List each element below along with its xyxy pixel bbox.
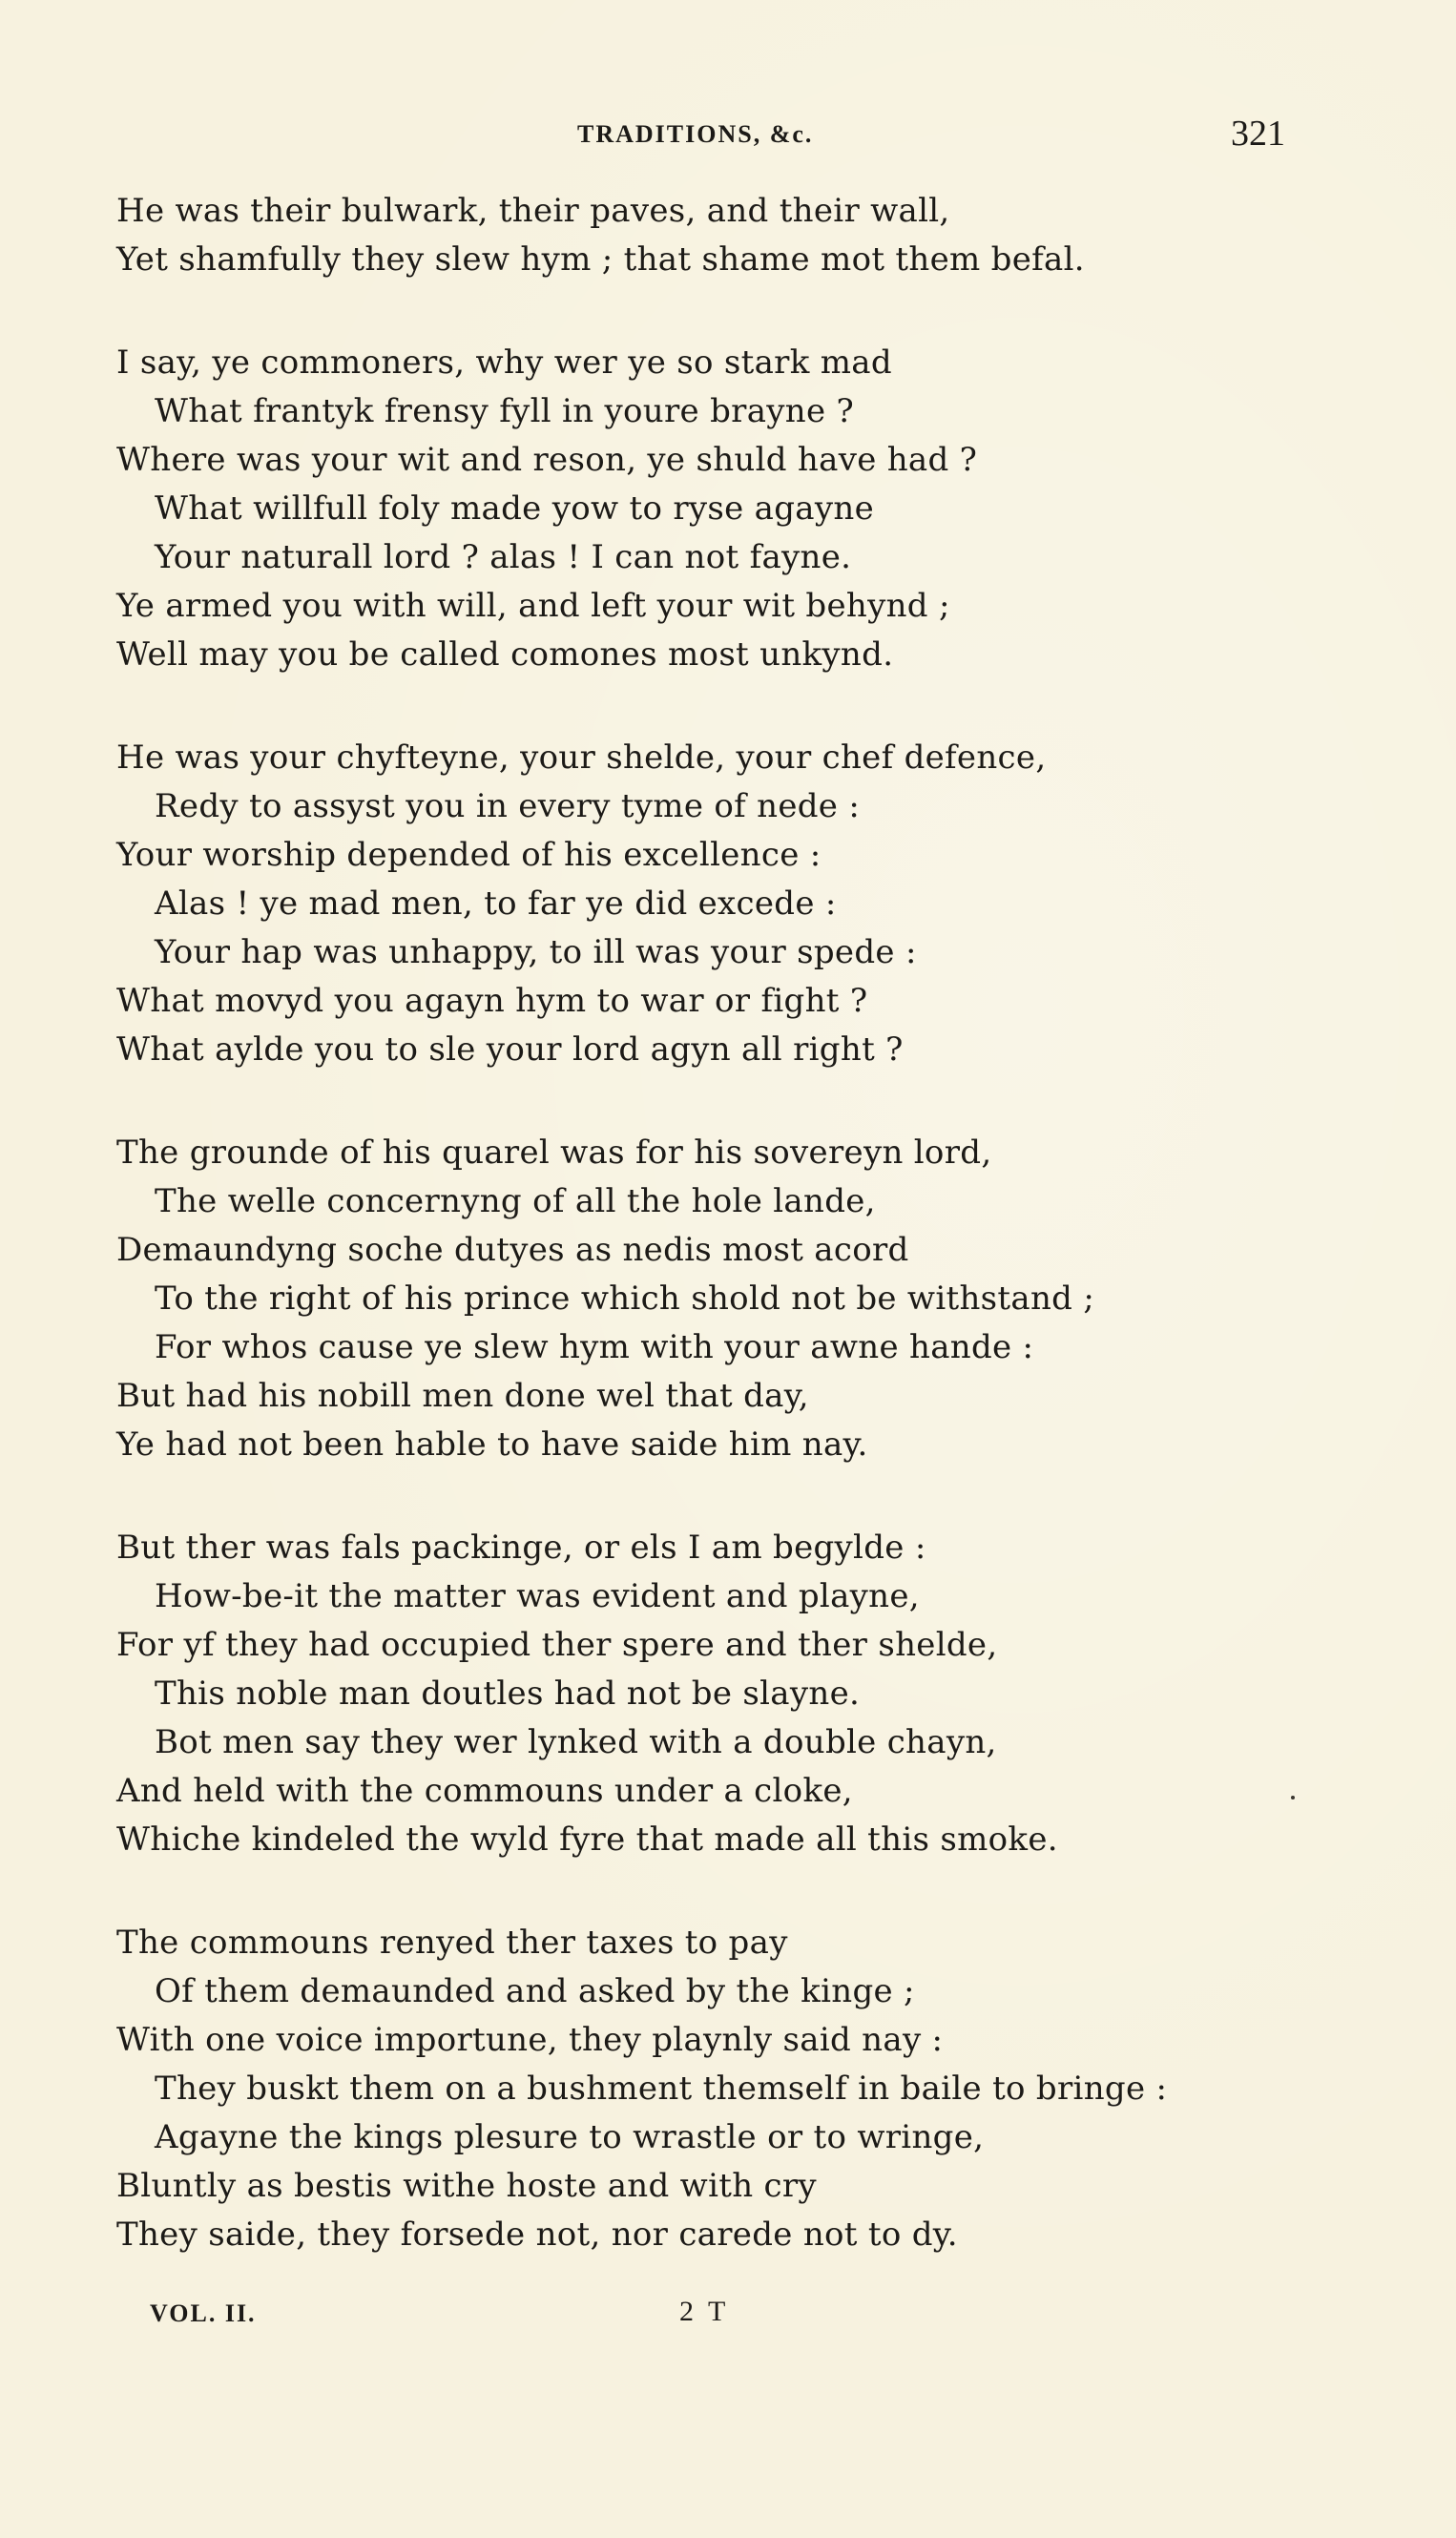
- verse-line: But ther was fals packinge, or els I am begylde :: [116, 1529, 926, 1567]
- poem-body: [116, 187, 1357, 2314]
- verse-line: This noble man doutles had not be slayne.: [155, 1675, 861, 1713]
- verse-line: What willfull foly made yow to ryse agayne: [155, 489, 874, 528]
- verse-line: The welle concernyng of all the hole lande,: [155, 1182, 876, 1220]
- verse-line: They buskt them on a bushment themself in baile to bringe :: [155, 2070, 1168, 2108]
- page-number: 321: [1231, 114, 1285, 154]
- volume-label: VOL. II.: [150, 2299, 257, 2327]
- verse-line: What movyd you agayn hym to war or fight ?: [116, 982, 868, 1020]
- verse-line: Yet shamfully they slew hym ; that shame mot them befal.: [116, 240, 1085, 279]
- verse-line: Your worship depended of his excellence :: [116, 836, 822, 874]
- ink-speck: [1291, 1796, 1295, 1799]
- stanza-3: [116, 734, 1357, 1074]
- verse-line: Ye had not been hable to have saide him nay.: [116, 1425, 868, 1464]
- verse-line: And held with the commouns under a cloke,: [116, 1772, 853, 1810]
- verse-line: Agayne the kings plesure to wrastle or to wringe,: [155, 2118, 985, 2156]
- stanza-1: [116, 187, 1357, 284]
- stanza-6: [116, 1919, 1357, 2259]
- verse-line: What frantyk frensy fyll in youre brayne ?: [155, 392, 855, 430]
- verse-line: He was your chyfteyne, your shelde, your chef defence,: [116, 739, 1047, 777]
- page-footer: [0, 2296, 1456, 2338]
- stanza-2: [116, 339, 1357, 679]
- verse-line: Your hap was unhappy, to ill was your spede :: [155, 933, 917, 971]
- verse-line: For whos cause ye slew hym with your awne hande :: [155, 1328, 1034, 1366]
- verse-line: They saide, they forsede not, nor carede not to dy.: [116, 2216, 958, 2254]
- verse-line: Well may you be called comones most unkynd.: [116, 635, 894, 674]
- verse-line: I say, ye commoners, why wer ye so stark mad: [116, 343, 892, 382]
- verse-line: How-be-it the matter was evident and playne,: [155, 1577, 920, 1615]
- verse-line: Where was your wit and reson, ye shuld have had ?: [116, 441, 978, 479]
- verse-line: Whiche kindeled the wyld fyre that made all this smoke.: [116, 1820, 1058, 1859]
- verse-line: Bluntly as bestis withe hoste and with cry: [116, 2167, 817, 2205]
- verse-line: But had his nobill men done wel that day,: [116, 1377, 809, 1415]
- verse-line: What aylde you to sle your lord agyn all right ?: [116, 1030, 904, 1069]
- stanza-4: [116, 1129, 1357, 1469]
- verse-line: Alas ! ye mad men, to far ye did excede :: [155, 884, 837, 923]
- verse-line: For yf they had occupied ther spere and ther shelde,: [116, 1626, 998, 1664]
- verse-line: Of them demaunded and asked by the kinge ;: [155, 1972, 915, 2010]
- verse-line: He was their bulwark, their paves, and their wall,: [116, 192, 950, 230]
- verse-line: To the right of his prince which shold not be withstand ;: [155, 1279, 1095, 1318]
- verse-line: Demaundyng soche dutyes as nedis most acord: [116, 1231, 909, 1269]
- page-header: [0, 113, 1456, 160]
- verse-line: Ye armed you with will, and left your wit behynd ;: [116, 587, 950, 625]
- verse-line: The commouns renyed ther taxes to pay: [116, 1924, 788, 1962]
- verse-line: Your naturall lord ? alas ! I can not fayne.: [155, 538, 852, 576]
- verse-line: The grounde of his quarel was for his sovereyn lord,: [116, 1134, 992, 1172]
- running-head: TRADITIONS, &c.: [577, 120, 814, 148]
- stanza-5: [116, 1524, 1357, 1864]
- verse-line: Redy to assyst you in every tyme of nede :: [155, 787, 861, 825]
- signature-mark: 2 T: [679, 2296, 730, 2327]
- verse-line: With one voice importune, they playnly said nay :: [116, 2021, 944, 2059]
- verse-line: Bot men say they wer lynked with a double chayn,: [155, 1723, 997, 1761]
